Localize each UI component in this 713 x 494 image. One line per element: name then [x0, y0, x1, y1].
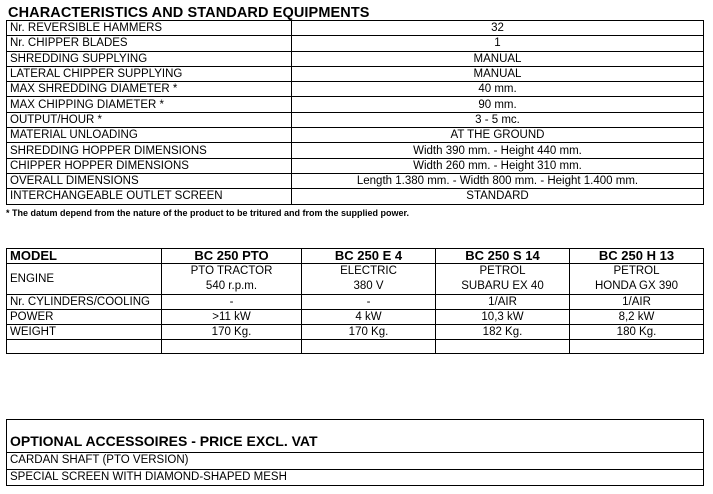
- row-value: 10,3 kW: [436, 310, 570, 325]
- engine-cell: PETROL HONDA GX 390: [570, 264, 704, 295]
- spec-row: [7, 66, 704, 81]
- spec-value: Length 1.380 mm. - Width 800 mm. - Height 1.400 mm.: [292, 173, 704, 188]
- empty-cell: [570, 340, 704, 354]
- table-row: [7, 325, 704, 340]
- spec-row: [7, 128, 704, 143]
- spec-row: [7, 82, 704, 97]
- spec-label: CHIPPER HOPPER DIMENSIONS: [7, 158, 292, 173]
- row-label: POWER: [7, 310, 162, 325]
- model-header-s14: BC 250 S 14: [436, 249, 570, 264]
- empty-row: [7, 340, 704, 354]
- models-header-model: MODEL: [7, 249, 162, 264]
- spec-label: Nr. CHIPPER BLADES: [7, 36, 292, 51]
- spec-value: 1: [292, 36, 704, 51]
- spec-value: 90 mm.: [292, 97, 704, 112]
- spec-label: MATERIAL UNLOADING: [7, 128, 292, 143]
- spec-row: [7, 97, 704, 112]
- spec-value: 3 - 5 mc.: [292, 112, 704, 127]
- spec-row: [7, 21, 704, 36]
- models-table: [6, 248, 704, 354]
- optional-title: OPTIONAL ACCESSOIRES - PRICE EXCL. VAT: [7, 420, 704, 453]
- empty-cell: [7, 340, 162, 354]
- row-value: 8,2 kW: [570, 310, 704, 325]
- engine-cell: ELECTRIC 380 V: [302, 264, 436, 295]
- spec-row: [7, 173, 704, 188]
- models-header-row: [7, 249, 704, 264]
- spec-label: SHREDDING SUPPLYING: [7, 51, 292, 66]
- spec-row: [7, 36, 704, 51]
- engine-label: ENGINE: [7, 264, 162, 295]
- characteristics-table: [6, 20, 704, 205]
- empty-cell: [162, 340, 302, 354]
- spec-label: MAX CHIPPING DIAMETER *: [7, 97, 292, 112]
- engine-cell: PTO TRACTOR 540 r.p.m.: [162, 264, 302, 295]
- optional-item: CARDAN SHAFT (PTO VERSION): [7, 453, 704, 470]
- optional-table: [6, 419, 704, 486]
- row-value: 182 Kg.: [436, 325, 570, 340]
- engine-row: [7, 264, 704, 295]
- model-header-e4: BC 250 E 4: [302, 249, 436, 264]
- row-value: 4 kW: [302, 310, 436, 325]
- table-row: [7, 295, 704, 310]
- row-label: Nr. CYLINDERS/COOLING: [7, 295, 162, 310]
- empty-cell: [436, 340, 570, 354]
- row-value: 170 Kg.: [302, 325, 436, 340]
- spec-value: 40 mm.: [292, 82, 704, 97]
- row-value: 180 Kg.: [570, 325, 704, 340]
- model-header-h13: BC 250 H 13: [570, 249, 704, 264]
- spec-label: SHREDDING HOPPER DIMENSIONS: [7, 143, 292, 158]
- spec-label: OUTPUT/HOUR *: [7, 112, 292, 127]
- spec-row: [7, 112, 704, 127]
- list-item: [7, 453, 704, 470]
- optional-item: SPECIAL SCREEN WITH DIAMOND-SHAPED MESH: [7, 469, 704, 486]
- spec-value: MANUAL: [292, 66, 704, 81]
- spec-value: 32: [292, 21, 704, 36]
- spec-value: AT THE GROUND: [292, 128, 704, 143]
- spec-value: MANUAL: [292, 51, 704, 66]
- row-value: 170 Kg.: [162, 325, 302, 340]
- characteristics-title: CHARACTERISTICS AND STANDARD EQUIPMENTS: [8, 5, 370, 21]
- table-row: [7, 310, 704, 325]
- spec-row: [7, 189, 704, 204]
- model-header-pto: BC 250 PTO: [162, 249, 302, 264]
- characteristics-footnote: * The datum depend from the nature of the product to be tritured and from the supplied power.: [6, 208, 410, 218]
- optional-header-row: [7, 420, 704, 453]
- spec-label: MAX SHREDDING DIAMETER *: [7, 82, 292, 97]
- empty-cell: [302, 340, 436, 354]
- spec-value: Width 390 mm. - Height 440 mm.: [292, 143, 704, 158]
- list-item: [7, 469, 704, 486]
- row-value: -: [302, 295, 436, 310]
- spec-row: [7, 158, 704, 173]
- row-value: 1/AIR: [570, 295, 704, 310]
- spec-label: OVERALL DIMENSIONS: [7, 173, 292, 188]
- row-label: WEIGHT: [7, 325, 162, 340]
- spec-label: Nr. REVERSIBLE HAMMERS: [7, 21, 292, 36]
- spec-row: [7, 51, 704, 66]
- spec-value: Width 260 mm. - Height 310 mm.: [292, 158, 704, 173]
- row-value: -: [162, 295, 302, 310]
- engine-cell: PETROL SUBARU EX 40: [436, 264, 570, 295]
- spec-label: INTERCHANGEABLE OUTLET SCREEN: [7, 189, 292, 204]
- spec-row: [7, 143, 704, 158]
- spec-label: LATERAL CHIPPER SUPPLYING: [7, 66, 292, 81]
- spec-value: STANDARD: [292, 189, 704, 204]
- row-value: 1/AIR: [436, 295, 570, 310]
- row-value: >11 kW: [162, 310, 302, 325]
